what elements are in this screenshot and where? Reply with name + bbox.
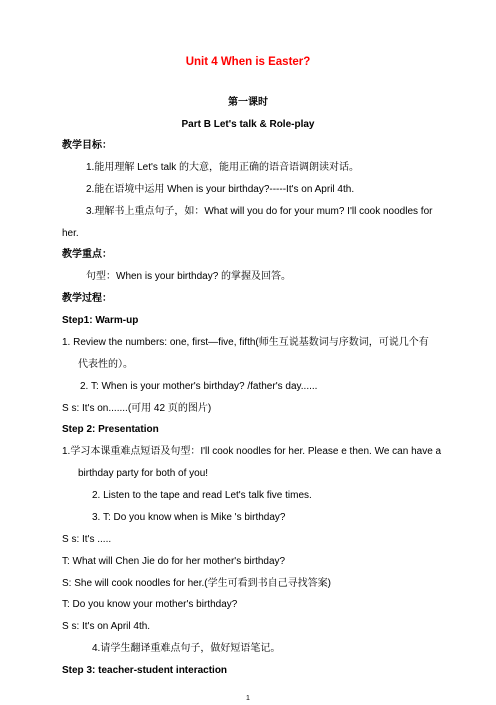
- document-title: Unit 4 When is Easter?: [185, 56, 311, 68]
- step2-line: birthday party for both of you!: [78, 468, 209, 480]
- step2-line: 4.请学生翻译重难点句子，做好短语笔记。: [92, 643, 281, 655]
- step2-line: S s: It's .....: [62, 533, 112, 545]
- step2-line: S: She will cook noodles for her.(学生可看到书自己寻找答案): [62, 577, 331, 589]
- step1-line: 2. T: When is your mother's birthday? /father's day......: [80, 380, 318, 392]
- step2-line: 1.学习本课重难点短语及句型：I'll cook noodles for her. Please e then. We can have a: [62, 446, 442, 458]
- step2-line: T: Do you know your mother's birthday?: [62, 599, 238, 611]
- key-points-text: 句型：When is your birthday? 的掌握及回答。: [86, 271, 292, 283]
- step1-heading: Step1: Warm-up: [62, 315, 139, 326]
- process-heading: 教学过程：: [62, 293, 112, 305]
- step2-line: S s: It's on April 4th.: [62, 621, 151, 633]
- part-title: Part B Let's talk & Role-play: [181, 119, 315, 130]
- step2-line: T: What will Chen Jie do for her mother's birthday?: [62, 555, 286, 567]
- step3-heading: Step 3: teacher-student interaction: [62, 665, 228, 676]
- goal-item-continuation: her.: [62, 227, 79, 239]
- key-points-heading: 教学重点：: [62, 249, 112, 261]
- page-number: 1: [246, 695, 250, 702]
- lesson-label: 第一课时: [228, 97, 268, 109]
- step1-line: 1. Review the numbers: one, first—five, fifth(师生互说基数词与序数词，可说几个有: [62, 336, 429, 348]
- step1-line: S s: It's on.......(可用 42 页的图片): [62, 402, 212, 414]
- step2-line: 2. Listen to the tape and read Let's talk five times.: [92, 490, 312, 501]
- goal-item: 2.能在语境中运用 When is your birthday?-----It's on April 4th.: [86, 183, 355, 195]
- goal-item: 1.能用理解 Let's talk 的大意，能用正确的语音语调朗读对话。: [86, 161, 360, 173]
- step1-line: 代表性的）。: [78, 358, 133, 370]
- goals-heading: 教学目标：: [62, 140, 112, 151]
- step2-heading: Step 2: Presentation: [62, 424, 159, 436]
- goal-item: 3.理解书上重点句子，如：What will you do for your mum? I'll cook noodles for: [86, 205, 433, 217]
- step2-line: 3. T: Do you know when is Mike 's birthday?: [92, 511, 286, 523]
